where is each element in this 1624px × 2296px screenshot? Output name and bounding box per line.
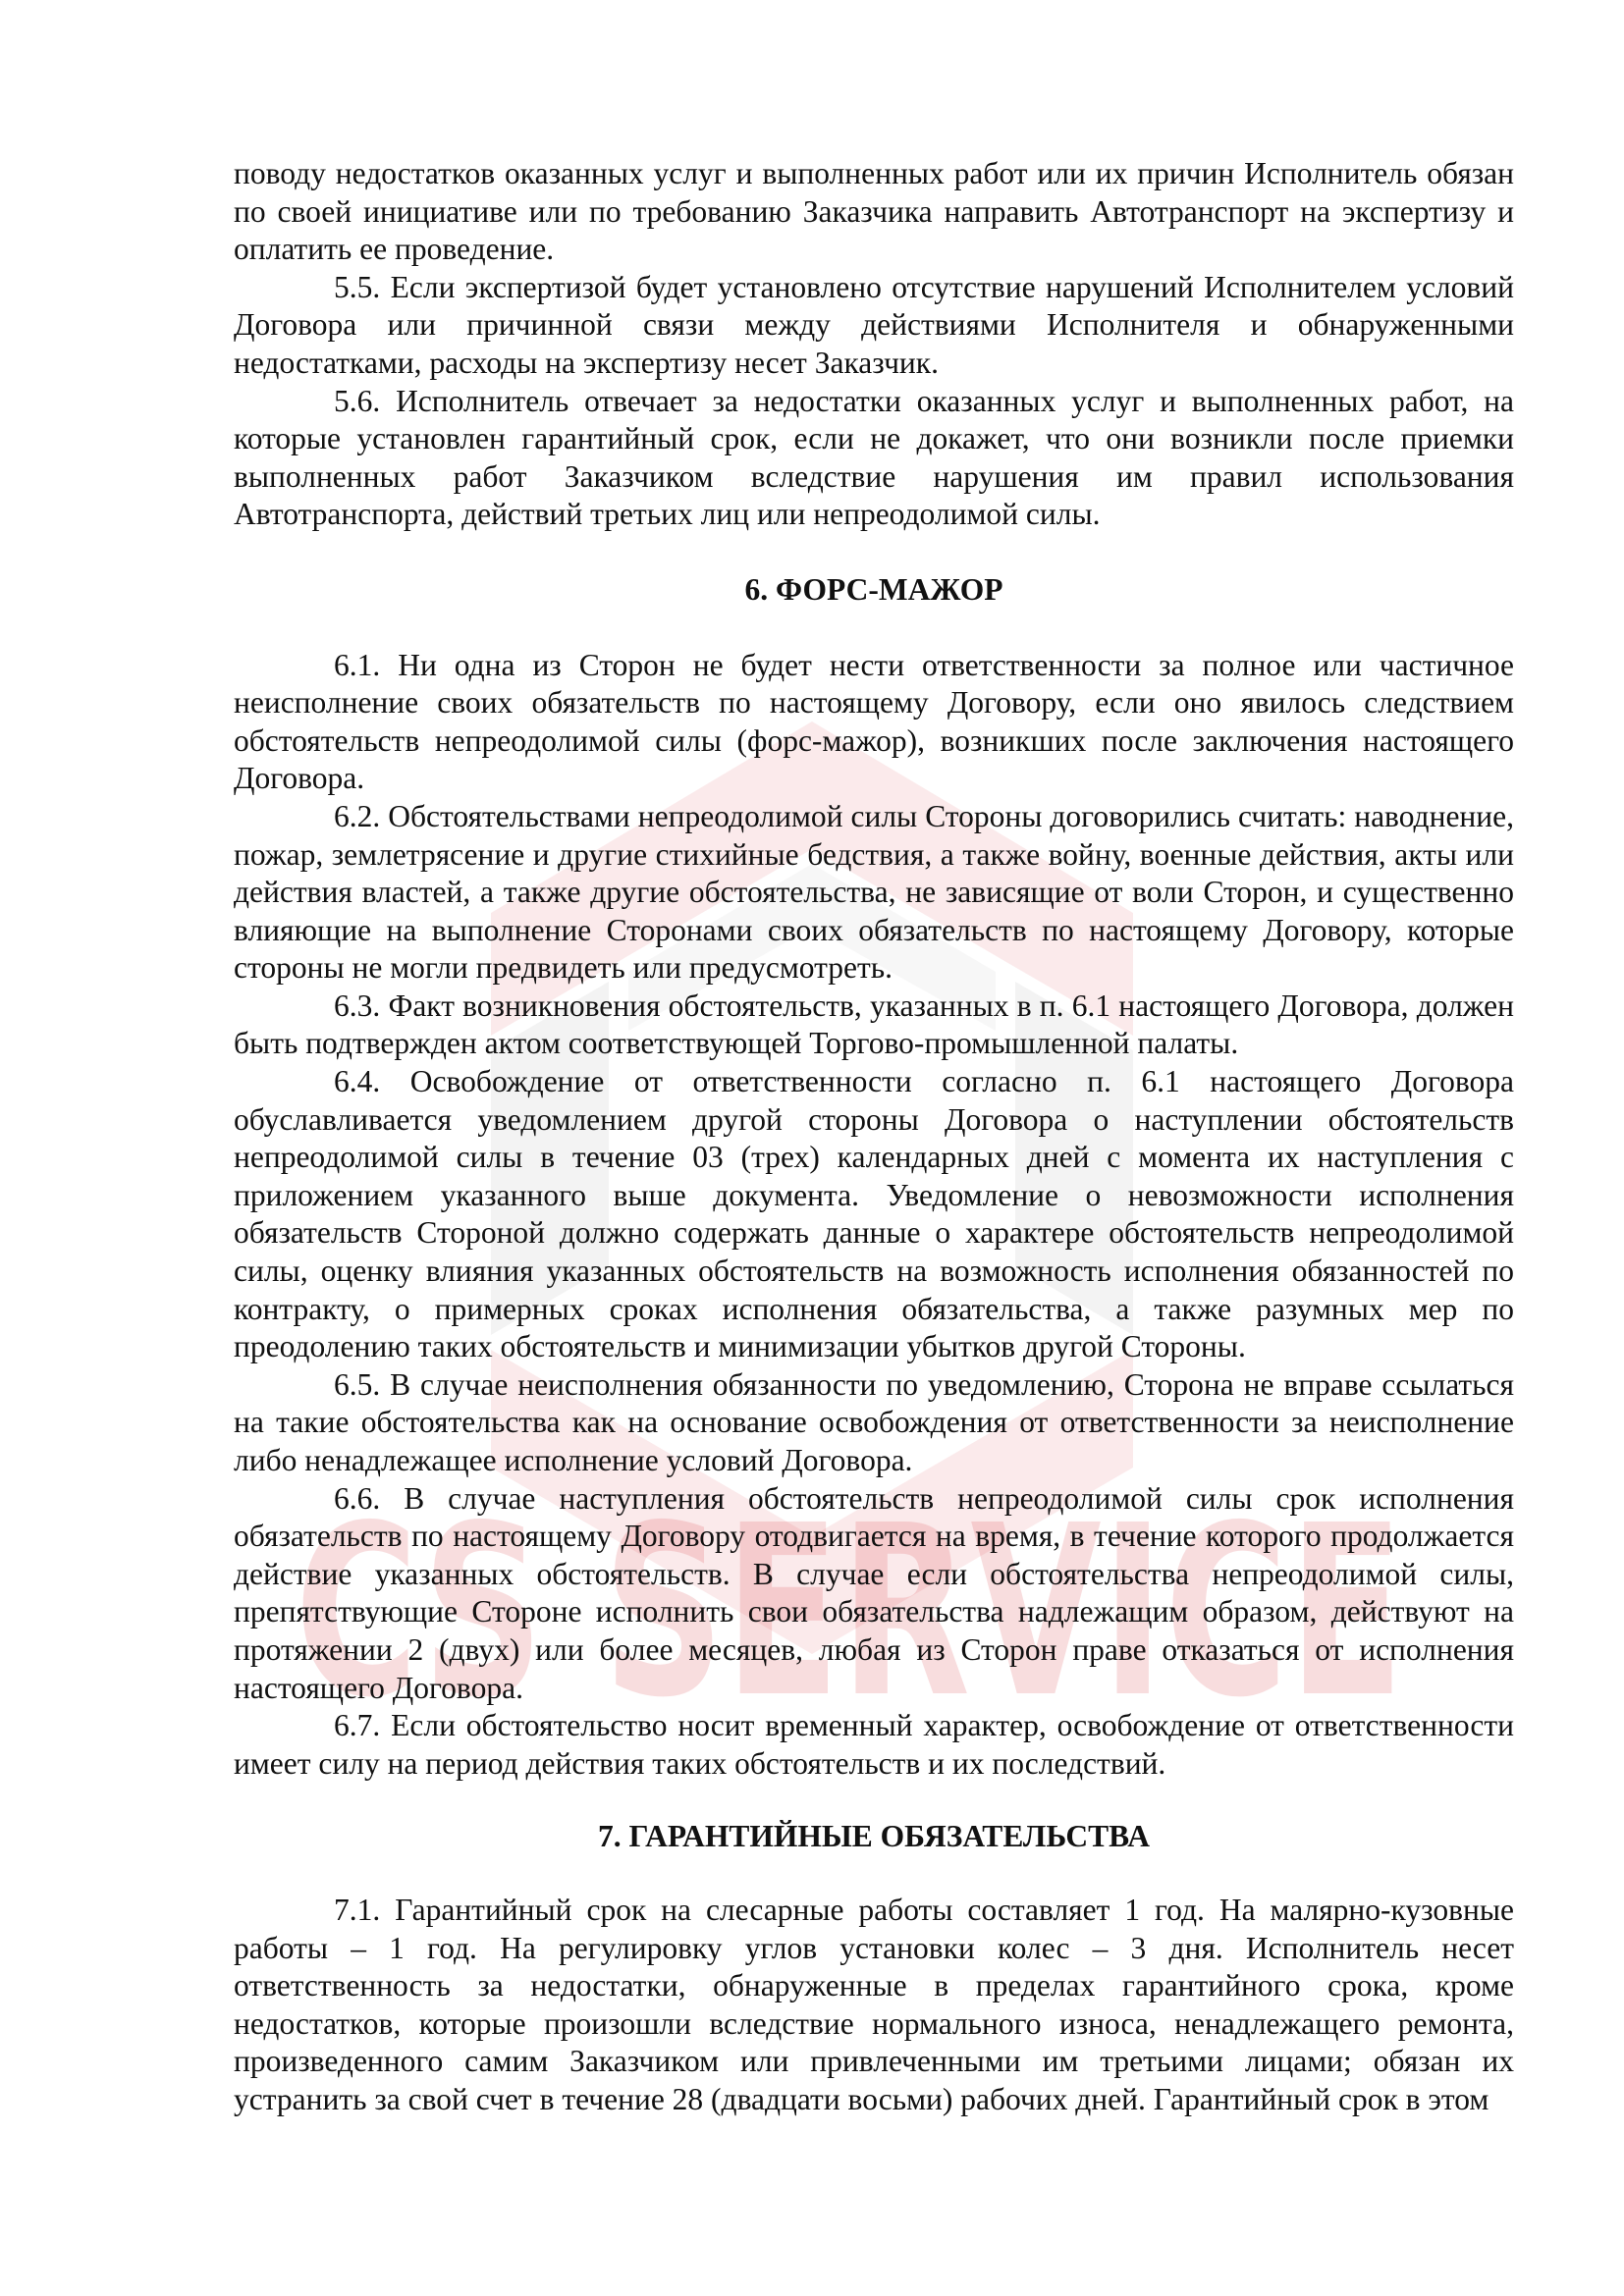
clause-5-5 [234,269,1514,383]
clause-number: 6.7. [334,1708,381,1743]
clause-number: 6.1. [334,647,381,682]
clause-number: 6.6. [334,1480,381,1516]
clause-6-1 [234,647,1514,798]
clause-number: 6.4. [334,1064,381,1099]
clause-6-3 [234,988,1514,1063]
clause-number: 6.3. [334,988,381,1023]
clause-text: Если обстоятельство носит временный характер, освобождение от ответственности имеет силу на период действия таких обстоятельств и их последствий. [234,1708,1514,1781]
clause-number: 7.1. [334,1892,381,1927]
clause-6-4 [234,1063,1514,1366]
section-7-title: 7. ГАРАНТИЙНЫЕ ОБЯЗАТЕЛЬСТВА [598,1819,1150,1854]
clause-text: В случае неисполнения обязанности по уведомлению, Сторона не вправе ссылаться на такие обстоятельства как на основание освобождения от ответственности за неисполнение либо ненадлежащее исполнение условий Договора. [234,1366,1515,1477]
clause-text: Гарантийный срок на слесарные работы составляет 1 год. На малярно-кузовные работы – 1 год. На регулировку углов установки колес – 3 дня. Исполнитель несет ответственность за недостатки, обнаруженные в пределах гарантийного срока, кроме недостатков, которые произошли вследствие нормального износа, ненадлежащего ремонта, произведенного самим Заказчиком или привлеченными им третьими лицами; обязан их устранить за свой счет в течение 28 (двадцати восьми) рабочих дней. Гарантийный срок в этом [234,1892,1515,2116]
intro-paragraph: поводу недостатков оказанных услуг и выполненных работ или их причин Исполнитель обязан по своей инициативе или по требованию Заказчика направить Автотранспорт на экспертизу и оплатить ее проведение. [234,156,1514,267]
clause-text: Освобождение от ответственности согласно п. 6.1 настоящего Договора обуславливается уведомлением другой стороны Договора о наступлении обстоятельств непреодолимой силы в течение 03 (трех) календарных дней с момента их наступления с приложением указанного выше документа. Уведомление о невозможности исполнения обязательств Стороной должно содержать данные о характере обстоятельств непреодолимой силы, оценку влияния указанных обстоятельств на возможность исполнения обязанностей по контракту, о примерных сроках исполнения обязательства, а также разумных мер по преодолению таких обстоятельств и минимизации убытков другой Стороны. [234,1064,1514,1364]
clause-number: 5.6. [334,383,381,418]
clause-text: В случае наступления обстоятельств непреодолимой силы срок исполнения обязательств по настоящему Договору отодвигается на время, в течение которого продолжается действие указанных обстоятельств. В случае если обстоятельства непреодолимой силы, препятствующие Стороне исполнить свои обязательства надлежащим образом, действуют на протяжении 2 (двух) или более месяцев, любая из Сторон праве отказаться от исполнения настоящего Договора. [234,1480,1515,1705]
clause-text: Если экспертизой будет установлено отсутствие нарушений Исполнителем условий Договора или причинной связи между действиями Исполнителя и обнаруженными недостатками, расходы на экспертизу несет Заказчик. [234,269,1514,380]
section-6-title: 6. ФОРС-МАЖОР [744,571,1003,607]
clause-6-2 [234,798,1514,988]
clause-6-6 [234,1480,1514,1708]
document-page [234,155,1514,2119]
clause-7-1 [234,1892,1514,2119]
clause-6-7 [234,1707,1514,1783]
clause-5-6 [234,383,1514,534]
clause-number: 6.5. [334,1366,381,1402]
clause-number: 5.5. [334,269,381,304]
clause-text: Обстоятельствами непреодолимой силы Стороны договорились считать: наводнение, пожар, землетрясение и другие стихийные бедствия, а также войну, военные действия, акты или действия властей, а также другие обстоятельства, не зависящие от воли Сторон, и существенно влияющие на выполнение Сторонами своих обязательств по настоящему Договору, которые стороны не могли предвидеть или предусмотреть. [234,798,1514,986]
clause-text: Факт возникновения обстоятельств, указанных в п. 6.1 настоящего Договора, должен быть подтвержден актом соответствующей Торгово-промышленной палаты. [234,988,1514,1061]
watermark-letters-cs: CS SERVICE [295,1474,1404,1749]
clause-number: 6.2. [334,798,381,833]
clause-6-5 [234,1366,1514,1480]
clause-text: Исполнитель отвечает за недостатки оказанных услуг и выполненных работ, на которые установлен гарантийный срок, если не докажет, что они возникли после приемки выполненных работ Заказчиком вследствие нарушения им правил использования Автотранспорта, действий третьих лиц или непреодолимой силы. [234,383,1515,532]
clause-text: Ни одна из Сторон не будет нести ответственности за полное или частичное неисполнение своих обязательств по настоящему Договору, если оно явилось следствием обстоятельств непреодолимой силы (форс-мажор), возникших после заключения настоящего Договора. [234,647,1515,796]
